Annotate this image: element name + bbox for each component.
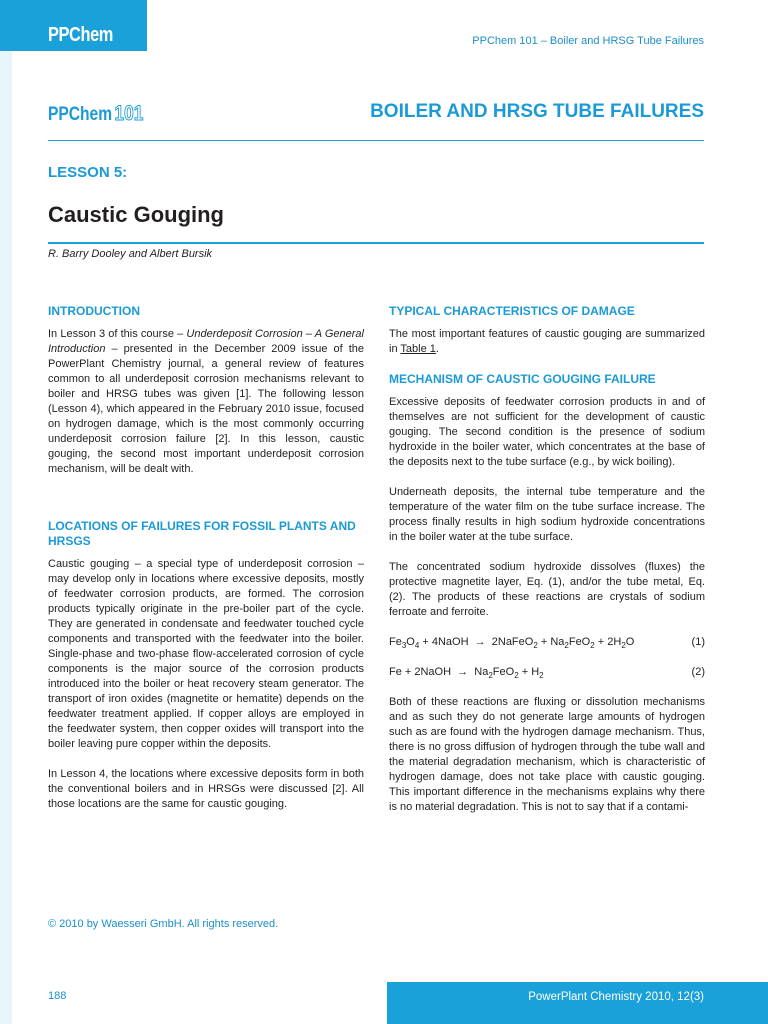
mechanism-paragraph-3: The concentrated sodium hydroxide dissolves (fluxes) the protective magnetite layer, Eq. (1), and/or the tube metal, Eq. (2). The products of these reactions are crystals of sodium ferroate and ferroite. bbox=[389, 561, 705, 618]
typical-heading: TYPICAL CHARACTERISTICS OF DAMAGE bbox=[389, 304, 635, 318]
course-lesson-title: Underdeposit Corrosion – A General Introduction bbox=[48, 328, 364, 355]
locations-heading: LOCATIONS OF FAILURES FOR FOSSIL PLANTS AND HRSGS bbox=[48, 519, 356, 548]
equation-1-number: (1) bbox=[691, 636, 705, 648]
header-rule bbox=[48, 140, 704, 141]
right-column bbox=[389, 304, 705, 815]
equation-1-expression: $Fe_3O_4$ + 4NaOH → 2NaFeO$_2$ + $Na_2FeO_2 + 2H_2O$ bbox=[389, 636, 635, 651]
authors: R. Barry Dooley and Albert Bursik bbox=[48, 248, 213, 260]
copyright-notice: © 2010 by Waesseri GmbH. All rights reserved. bbox=[48, 918, 279, 930]
table-1-link[interactable]: Table 1 bbox=[400, 343, 436, 355]
running-head: PPChem 101 – Boiler and HRSG Tube Failures bbox=[472, 35, 704, 47]
brand-logo: PPChem bbox=[48, 24, 113, 46]
title-rule bbox=[48, 242, 704, 244]
equation-1 bbox=[389, 635, 705, 650]
journal-citation: PowerPlant Chemistry 2010, 12(3) bbox=[528, 991, 704, 1003]
mechanism-paragraph-4: Both of these reactions are fluxing or dissolution mechanisms and as such they do not generate large amounts of hydrogen such as are found with the hydrogen damage mechanism. Thus, there is no gross diffusion of hydrogen through the tube wall and the material degradation mechanism, which is characteristic of hydrogen damage, does not take place with caustic gouging. This important difference in the mechanisms explains why there is no material degradation. This is not to say that if a contami- bbox=[389, 696, 705, 813]
page-number: 188 bbox=[48, 990, 67, 1002]
intro-paragraph: In Lesson 3 of this course – Underdeposit Corrosion – A General Introduction – presented in the December 2009 issue of the PowerPlant Chemistry journal, a general review of features common to all underdeposit corrosion mechanisms relevant to boiler and HRSG tubes was given [1]. The following lesson (Lesson 4), which appeared in the February 2010 issue, focused on hydrogen damage, which is the most commonly occurring underdeposit corrosion failure [2]. In this lesson, caustic gouging, the second most important underdeposit corrosion mechanism, will be dealt with. bbox=[48, 328, 364, 475]
mechanism-heading: MECHANISM OF CAUSTIC GOUGING FAILURE bbox=[389, 372, 656, 386]
left-column bbox=[48, 304, 364, 812]
equation-2 bbox=[389, 665, 705, 680]
lesson-label: LESSON 5: bbox=[48, 164, 128, 181]
locations-paragraph-1: Caustic gouging – a special type of underdeposit corrosion – may develop only in locations where excessive deposits, mostly of feedwater corrosion products, are formed. The corrosion products typically originate in the pre-boiler part of the cycle. They are generated in condensate and feedwater touched cycle components and transported with the feedwater into the boiler. Single-phase and two-phase flow-accelerated corrosion of cycle components is the major source of the corrosion products introduced into the boiler or heat recovery steam generator. The transport of iron oxides (magnetite or hematite) depends on the feedwater treatment applied. If copper alloys are employed in the feedwater system, then copper oxides will transport into the boiler leaving pure copper within the deposits. bbox=[48, 558, 364, 750]
series-logo-text: PPChem bbox=[48, 104, 113, 125]
page-title: Caustic Gouging bbox=[48, 202, 224, 227]
series-logo bbox=[48, 102, 143, 126]
journal-footer-bar bbox=[387, 982, 768, 1024]
typical-paragraph: The most important features of caustic gouging are summarized in Table 1. bbox=[389, 328, 705, 355]
equation-2-expression: Fe + 2NaOH → $Na_2FeO_2 + H_2$ bbox=[389, 666, 544, 681]
locations-paragraph-2: In Lesson 4, the locations where excessive deposits form in both the conventional boilers and in HRSGs were discussed [2]. All those locations are the same for caustic gouging. bbox=[48, 768, 364, 810]
brand-tab bbox=[0, 0, 147, 51]
mechanism-paragraph-2: Underneath deposits, the internal tube temperature and the temperature of the water film on the tube surface increase. The process finally results in high sodium hydroxide concentrations in the boiler water at the tube surface. bbox=[389, 486, 705, 543]
series-title: BOILER AND HRSG TUBE FAILURES bbox=[370, 101, 704, 122]
mechanism-paragraph-1: Excessive deposits of feedwater corrosion products in and of themselves are not sufficient for the development of caustic gouging. The second condition is the presence of sodium hydroxide in the boiler water, which concentrates at the base of the deposits next to the tube surface (e.g., by wick boiling). bbox=[389, 396, 705, 468]
intro-heading: INTRODUCTION bbox=[48, 304, 140, 318]
equation-2-number: (2) bbox=[691, 666, 705, 678]
series-logo-number: 101 bbox=[114, 102, 144, 125]
